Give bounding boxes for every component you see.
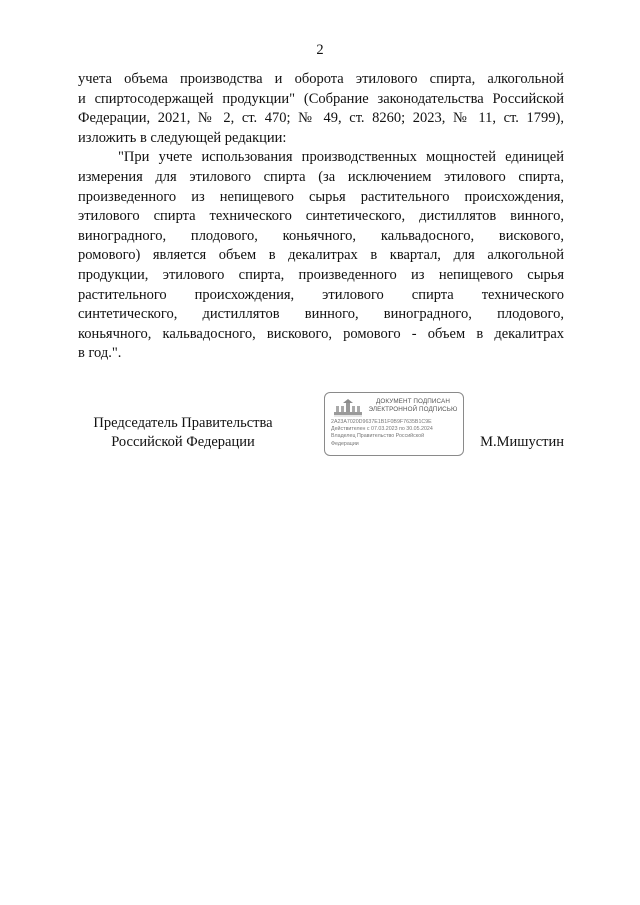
text-line: измерения для этилового спирта (за исключением этилового спирта, bbox=[78, 168, 564, 185]
stamp-owner: Федерации bbox=[331, 440, 359, 447]
stamp-title-line: ДОКУМЕНТ ПОДПИСАН bbox=[376, 398, 450, 405]
text-line: учета объема производства и оборота этилового спирта, алкогольной bbox=[78, 71, 564, 87]
body-text bbox=[78, 70, 564, 364]
text-line: этилового спирта технического синтетического, дистиллятов винного, bbox=[78, 208, 564, 225]
stamp-details bbox=[331, 419, 461, 448]
text-line: коньячного, кальвадосного, вискового, ромового - объем в декалитрах bbox=[78, 325, 564, 342]
stamp-certificate: 2A23A7020D9637E1B1F0B9F7635B1C9E bbox=[331, 419, 432, 425]
page-number: 2 bbox=[316, 42, 324, 58]
signer-position-line: Председатель Правительства bbox=[93, 415, 273, 431]
paragraph-1 bbox=[78, 70, 564, 148]
text-line: растительного происхождения, этилового спирта технического bbox=[78, 286, 564, 303]
text-line: "При учете использования производственных мощностей единицей bbox=[118, 149, 564, 166]
electronic-signature-stamp bbox=[324, 392, 464, 456]
stamp-title bbox=[367, 398, 459, 413]
paragraph-2 bbox=[78, 148, 564, 364]
signer-name: М.Мишустин bbox=[480, 434, 564, 450]
stamp-owner: Владелец Правительство Российской bbox=[331, 433, 425, 440]
stamp-title-line: ЭЛЕКТРОННОЙ ПОДПИСЬЮ bbox=[368, 405, 458, 413]
signer-position bbox=[78, 414, 288, 452]
text-line: в год.". bbox=[78, 345, 122, 362]
stamp-validity: Действителен с 07.03.2023 по 30.05.2024 bbox=[331, 426, 433, 433]
text-line: произведенного из непищевого сырья растительного происхождения, bbox=[78, 188, 564, 205]
text-line: продукции, этилового спирта, произведенного из непищевого сырья bbox=[78, 266, 564, 283]
text-line: и спиртосодержащей продукции" (Собрание законодательства Российской bbox=[78, 90, 564, 107]
text-line: виноградного, плодового, коньячного, кальвадосного, вискового, bbox=[78, 227, 564, 244]
signer-position-line: Российской Федерации bbox=[111, 434, 255, 450]
coat-of-arms-icon bbox=[333, 399, 363, 417]
text-line: ромового) является объем в декалитрах в квартал, для алкогольной bbox=[78, 247, 564, 264]
text-line: синтетического, дистиллятов винного, виноградного, плодового, bbox=[78, 306, 564, 323]
text-line: Федерации, 2021, № 2, ст. 470; № 49, ст. 8260; 2023, № 11, ст. 1799), bbox=[78, 110, 564, 127]
text-line: изложить в следующей редакции: bbox=[78, 129, 287, 146]
